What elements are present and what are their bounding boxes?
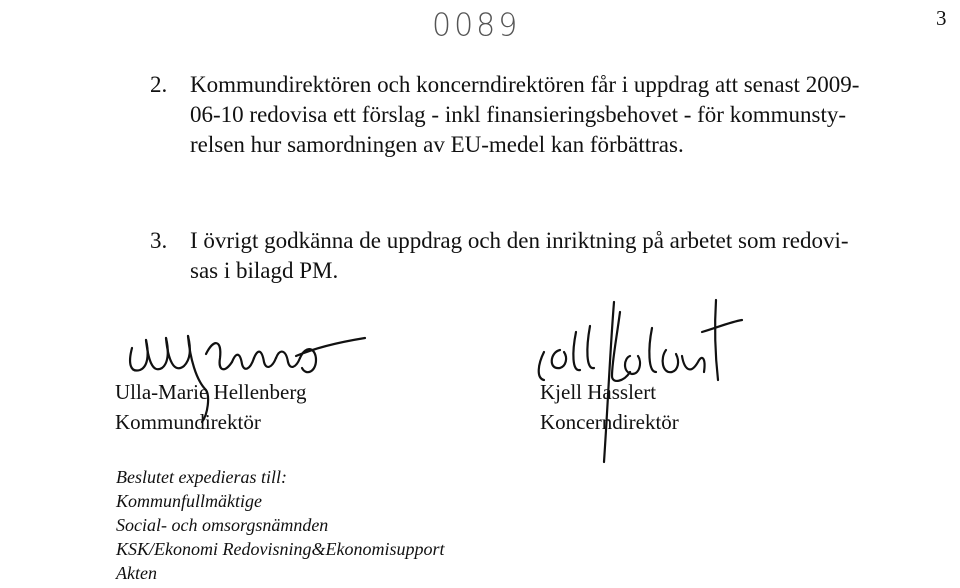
signatory-title: Kommundirektör xyxy=(115,410,261,434)
page-number: 3 xyxy=(936,6,947,30)
distribution-heading: Beslutet expedieras till: xyxy=(116,467,287,487)
distribution-recipient: Akten xyxy=(116,563,157,583)
decision-item-3 xyxy=(150,226,950,296)
item-text-line: 06-10 redovisa ett förslag - inkl finansieringsbehovet - för kommunsty- xyxy=(190,102,846,127)
archive-stamp-number: 0089 xyxy=(432,7,521,44)
signatory-name: Ulla-Marie Hellenberg xyxy=(115,380,307,404)
item-text-line: relsen hur samordningen av EU-medel kan förbättras. xyxy=(190,132,684,157)
decision-item-2 xyxy=(150,70,950,170)
item-text-line: sas i bilagd PM. xyxy=(190,258,339,283)
distribution-list xyxy=(116,465,444,585)
distribution-recipient: Kommunfullmäktige xyxy=(116,491,262,511)
signature-block-left xyxy=(115,377,415,447)
distribution-recipient: KSK/Ekonomi Redovisning&Ekonomisupport xyxy=(116,539,445,559)
signatory-name: Kjell Hasslert xyxy=(540,380,657,404)
item-text xyxy=(190,226,910,286)
item-number: 3. xyxy=(150,228,168,253)
distribution-recipient: Social- och omsorgsnämnden xyxy=(116,515,329,535)
item-text-line: I övrigt godkänna de uppdrag och den inriktning på arbetet som redovi- xyxy=(190,228,849,253)
signature-block-right xyxy=(540,377,840,447)
item-text-line: Kommundirektören och koncerndirektören får i uppdrag att senast 2009- xyxy=(190,72,860,97)
item-text xyxy=(190,70,910,160)
signatory-title: Koncerndirektör xyxy=(540,410,679,434)
item-number: 2. xyxy=(150,72,168,97)
